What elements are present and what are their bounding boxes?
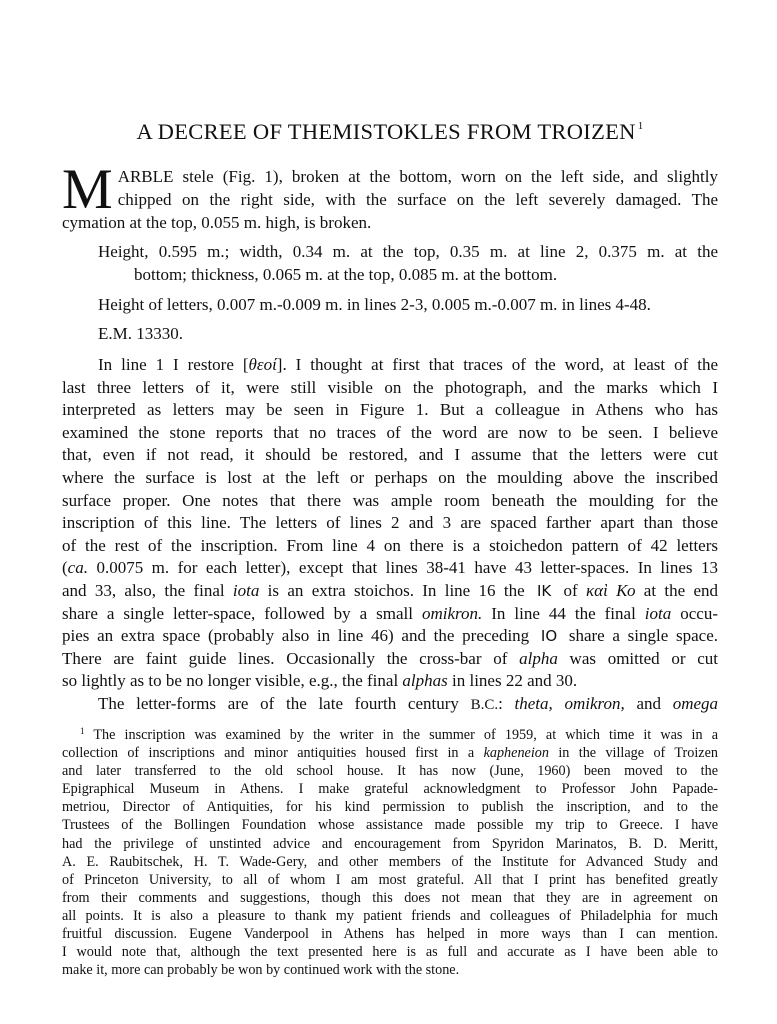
body-segment: theta, omikron, xyxy=(514,693,625,713)
footnote-line xyxy=(62,853,718,871)
footnote-segment: metriou, Director of Antiquities, for his kind permission to publish the inscription, and to the xyxy=(62,799,718,816)
footnote-line xyxy=(62,816,718,834)
footnote-segment: from their comments and suggestions, though this does not mean that they are in agreement on xyxy=(62,889,718,906)
title-text: A DECREE OF THEMISTOKLES FROM TROIZEN xyxy=(136,119,636,144)
body-segment: last three letters of it, were still visible on the photograph, and the marks which I xyxy=(62,377,718,397)
body-segment: IK xyxy=(536,581,552,600)
footnote-segment: and later transferred to the old school house. It has now (June, 1960) been moved to the xyxy=(62,763,718,780)
footnote-segment: had the privilege of unstinted advice and encouragement from Spyridon Marinatos, B. D. Meritt, xyxy=(62,835,718,852)
body-segment: examined the stone reports that no traces of the word are now to be seen. I believe xyxy=(62,422,718,442)
body-segment: where the surface is lost at the left or perhaps on the moulding above the inscribed xyxy=(62,467,718,487)
body-segment: inscription of this line. The letters of lines 2 and 3 are spaced farther apart than those xyxy=(62,513,718,533)
footnote-segment: in the village of Troizen xyxy=(548,745,718,762)
footnote-segment: fruitful discussion. Eugene Vanderpool in Athens has helped in more ways than I can mention. xyxy=(62,926,718,943)
footnote-segment: Epigraphical Museum in Athens. I make grateful acknowledgment to Professor John Papade- xyxy=(62,781,718,798)
body-segment: of xyxy=(555,580,586,600)
body-segment: share a single space. xyxy=(561,626,718,646)
intro-paragraph xyxy=(62,158,718,235)
body-line xyxy=(62,354,718,377)
body-segment: interpreted as letters may be seen in Figure 1. But a colleague in Athens who has xyxy=(62,400,718,420)
footnote-segment: of Princeton University, to all of whom I am most grateful. All that I print has benefited greatly xyxy=(62,871,718,888)
body-line xyxy=(62,670,718,693)
body-segment: In line 44 the final xyxy=(482,603,645,623)
body-segment: pies an extra space (probably also in line 46) and the preceding xyxy=(62,626,537,646)
body-segment: The letter-forms are of the late fourth century xyxy=(98,693,471,713)
footnote-line xyxy=(62,889,718,907)
body-line xyxy=(62,625,718,648)
body-segment: There are faint guide lines. Occasionally the cross-bar of xyxy=(62,648,520,668)
body-segment: ( xyxy=(62,558,68,578)
footnote-segment: collection of inscriptions and minor antiquities housed first in a xyxy=(62,745,484,762)
body-line xyxy=(62,693,718,717)
body-segment: at the end xyxy=(635,580,718,600)
body-segment: was omitted or cut xyxy=(557,648,718,668)
dimensions-line: bottom; thickness, 0.065 m. at the top, 0.085 m. at the bottom. xyxy=(134,264,558,284)
body-segment: B.C. xyxy=(470,696,499,713)
body-segment: of the rest of the inscription. From line 4 on there is a stoichedon pattern of 42 letters xyxy=(62,535,718,555)
body-line xyxy=(62,490,718,513)
footnote-line xyxy=(62,722,718,744)
body-segment: and xyxy=(624,693,673,713)
body-segment: and 33, also, the final xyxy=(62,580,233,600)
body-segment: θεοί xyxy=(248,355,277,374)
body-line xyxy=(62,444,718,467)
body-segment: iota xyxy=(644,603,672,623)
title-footnote-marker[interactable]: 1 xyxy=(637,120,644,132)
body-segment: share a single letter-space, followed by a small xyxy=(62,603,422,623)
body-line xyxy=(62,603,718,626)
body-segment: is an extra stoichos. In line 16 the xyxy=(259,580,533,600)
footnote-line xyxy=(62,780,718,798)
dimensions-entry xyxy=(98,241,718,286)
museum-number: E.M. 13330. xyxy=(98,324,183,343)
body-segment: καὶ Κο xyxy=(586,580,636,600)
dimensions-line: Height, 0.595 m.; width, 0.34 m. at the top, 0.35 m. at line 2, 0.375 m. at the xyxy=(98,242,718,261)
body-segment: : xyxy=(498,693,515,713)
intro-line: chipped on the right side, with the surface on the left severely damaged. The xyxy=(117,189,718,209)
footnote xyxy=(62,722,718,979)
body-segment: IO xyxy=(540,627,558,646)
footnote-segment: I would note that, although the text presented here is as full and accurate as I have been able to xyxy=(62,944,718,961)
body-segment: that, even if not read, it should be restored, and I assume that the letters were cut xyxy=(62,445,718,465)
body-segment: surface proper. One notes that there was ample room beneath the moulding for the xyxy=(62,490,718,510)
footnote-segment: all points. It is also a pleasure to thank my patient friends and colleagues of Philadelphia for much xyxy=(62,907,718,924)
body-segment: 0.0075 m. for each letter), except that lines 38-41 have 43 letter-spaces. In lines 13 xyxy=(87,558,718,578)
footnote-line xyxy=(62,762,718,780)
body-line xyxy=(62,422,718,445)
footnote-line xyxy=(62,744,718,762)
body-segment: ]. I thought at first that traces of the word, at least of the xyxy=(276,355,718,374)
footnote-segment: kapheneion xyxy=(483,745,549,762)
body-segment: occu- xyxy=(671,603,718,623)
footnote-segment: A. E. Raubitschek, H. T. Wade-Gery, and other members of the Institute for Advanced Study and xyxy=(62,853,718,870)
footnote-line xyxy=(62,835,718,853)
body-segment: omikron. xyxy=(422,603,483,623)
footnote-line xyxy=(62,943,718,961)
footnote-line xyxy=(62,925,718,943)
footnote-line xyxy=(62,798,718,816)
body-segment: iota xyxy=(232,580,260,600)
body-line xyxy=(62,580,718,603)
body-line xyxy=(62,648,718,671)
intro-line: cymation at the top, 0.055 m. high, is broken. xyxy=(62,213,372,232)
body-line xyxy=(62,535,718,558)
body-segment: In line 1 I restore [ xyxy=(98,355,249,374)
body-segment: alpha xyxy=(519,648,558,668)
footnote-segment: Trustees of the Bollingen Foundation whose assistance made possible my trip to Greece. I have xyxy=(62,817,718,834)
body-segment: omega xyxy=(672,693,719,713)
body-segment: alphas xyxy=(402,671,448,691)
footnote-line xyxy=(62,907,718,925)
letter-height-entry: Height of letters, 0.007 m.-0.009 m. in lines 2-3, 0.005 m.-0.007 m. in lines 4-48. xyxy=(98,295,651,314)
article-title xyxy=(62,119,718,145)
body-line xyxy=(62,467,718,490)
body-text xyxy=(62,354,718,717)
footnote-line xyxy=(62,871,718,889)
footnote-segment: The inscription was examined by the writer in the summer of 1959, at which time it was in a xyxy=(93,727,718,743)
intro-line: ARBLE stele (Fig. 1), broken at the bottom, worn on the left side, and slightly xyxy=(117,167,718,186)
body-line xyxy=(62,399,718,422)
footnote-marker: 1 xyxy=(80,726,85,736)
body-line xyxy=(62,377,718,400)
footnote-segment: make it, more can probably be won by continued work with the stone. xyxy=(62,962,460,979)
body-line xyxy=(62,512,718,535)
footnote-line xyxy=(62,961,718,979)
drop-cap: M xyxy=(62,158,113,221)
body-segment: ca. xyxy=(67,558,88,578)
body-segment: in lines 22 and 30. xyxy=(447,671,578,691)
body-segment: so lightly as to be no longer visible, e.g., the final xyxy=(62,671,403,691)
body-line xyxy=(62,557,718,580)
